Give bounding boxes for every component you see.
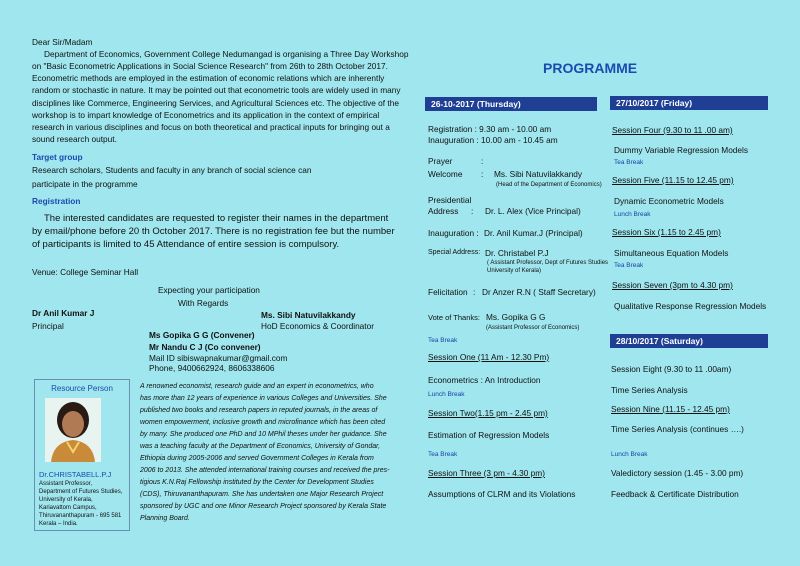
tea-break: Tea Break	[428, 451, 458, 458]
felicitation-name: Dr Anzer R.N ( Staff Secretary)	[482, 287, 596, 297]
resource-person-box	[34, 379, 130, 531]
programme-title: PROGRAMME	[543, 60, 638, 76]
session-six: Session Six (1.15 to 2.45 pm)	[612, 227, 721, 237]
special-sub: University of Kerala)	[487, 268, 542, 274]
session-nine: Session Nine (11.15 - 12.45 pm)	[611, 404, 730, 414]
session-seven-topic: Qualitative Response Regression Models	[614, 301, 767, 311]
inauguration-time: Inauguration : 10.00 am - 10.45 am	[428, 135, 558, 145]
coconvener: Mr Nandu C J (Co convener)	[149, 342, 261, 352]
session-three-topic: Assumptions of CLRM and its Violations	[428, 489, 576, 499]
session-four: Session Four (9.30 to 11 .00 am)	[612, 125, 733, 135]
convener: Ms Gopika G G (Convener)	[149, 330, 255, 340]
reg-line: of participants is limited to 45 Attendance of entire session is compulsory.	[32, 239, 340, 250]
tea-break: Tea Break	[428, 337, 458, 344]
target-line: participate in the programme	[32, 179, 138, 189]
bio-line: 2006 to 2013. She attended international training courses and received the pres-	[140, 467, 390, 474]
prayer-label: Prayer	[428, 156, 453, 166]
target-line: Research scholars, Students and faculty in any branch of social science can	[32, 165, 312, 175]
resource-heading: Resource Person	[51, 384, 113, 393]
intro-line: research in various disciplines and focus on both theoretical and practical inputs for bringing out a	[32, 122, 390, 132]
session-five: Session Five (11.15 to 12.45 pm)	[612, 175, 734, 185]
intro-line: Department of Economics, Government College Nedumangad is organising a Three Day Workshop	[44, 49, 409, 59]
resource-affil: University of Kerala,	[39, 497, 93, 503]
bio-line: by many. She produced one PhD and 10 MPhil theses under her guidance. She	[140, 431, 387, 438]
venue: Venue: College Seminar Hall	[32, 267, 139, 277]
intro-line: workshop is to impart knowledge of Econometrics and its application in the context of empirical	[32, 110, 380, 120]
greeting: Dear Sir/Madam	[32, 37, 93, 47]
resource-affil: Assistant Professor,	[39, 481, 93, 487]
phone: Phone, 9400662924, 8606338606	[149, 363, 275, 373]
day2-header: 27/10/2017 (Friday)	[610, 96, 768, 110]
resource-affil: Kariavattom Campus,	[39, 505, 97, 511]
intro-line: random or stochastic in nature. It may be pointed out that econometric tools are widely used in many	[32, 85, 401, 95]
target-heading: Target group	[32, 152, 83, 162]
bio-line: tigious K.N.Raj Fellowship instituted by the Center for Development Studies	[140, 479, 374, 486]
vote-sub: (Assistant Professor of Economics)	[486, 325, 580, 331]
reg-line: The interested candidates are requested to register their names in the department	[44, 213, 389, 224]
vote-name: Ms. Gopika G G	[486, 312, 546, 322]
bio-line: (CDS), Thiruvananthapuram. She has undertaken one Major Research Project	[140, 491, 384, 498]
principal-name: Dr Anil Kumar J	[32, 308, 95, 318]
expect-text: Expecting your participation	[158, 285, 260, 295]
inaug-label: Inauguration :	[428, 228, 479, 238]
bio-line: has more than 12 years of experience in various Colleges and Universities. She	[140, 395, 387, 402]
bio-line: Planning Board.	[140, 515, 190, 522]
colon: :	[481, 156, 484, 166]
intro-line: Econometric methods are employed in the estimation of economic relations which are inherently	[32, 73, 385, 83]
session-four-topic: Dummy Variable Regression Models	[614, 145, 749, 155]
session-one: Session One (11 Am - 12.30 Pm)	[428, 352, 550, 362]
colon: :	[473, 287, 476, 297]
address-label: Address	[428, 206, 459, 216]
session-nine-topic: Time Series Analysis (continues ….)	[611, 424, 744, 434]
resource-affil: Kerala – India.	[39, 521, 78, 527]
intro-line: on "Basic Econometric Applications in Social Science Research" from 26th to 28th October 2017.	[32, 61, 388, 71]
reg-line: by email/phone before 20 th October 2017. There is no registration fee but the number	[32, 226, 395, 237]
session-eight: Session Eight (9.30 to 11 .00am)	[611, 364, 732, 374]
lunch-break: Lunch Break	[611, 451, 648, 458]
special-name: Dr. Christabel P.J	[485, 248, 549, 258]
valedictory-session: Valedictory session (1.45 - 3.00 pm)	[611, 468, 744, 478]
resource-photo	[45, 398, 101, 462]
bio-line: published two books and research papers in reputed journals, in the areas of	[140, 407, 378, 414]
colon: :	[471, 206, 474, 216]
presidential-label: Presidential	[428, 195, 472, 205]
welcome-label: Welcome	[428, 169, 463, 179]
resource-affil: Department of Futures Studies,	[39, 489, 123, 495]
bio-line: Ethiopia during 2005-2006 and served Government Colleges in Kerala from	[140, 455, 374, 462]
tea-break: Tea Break	[614, 262, 644, 269]
bio-line: A renowned economist, research guide and an expert in econometrics, who	[140, 383, 374, 390]
session-two-topic: Estimation of Regression Models	[428, 430, 550, 440]
session-five-topic: Dynamic Econometric Models	[614, 196, 724, 206]
day1-header: 26-10-2017 (Thursday)	[425, 97, 597, 111]
welcome-sub: (Head of the Department of Economics)	[496, 182, 602, 188]
colon: :	[481, 169, 484, 179]
presidential-name: Dr. L. Alex (Vice Principal)	[485, 206, 581, 216]
intro-line: disciplines like Commerce, Engineering Services, and Agricultural Sciences etc. The objective of the	[32, 98, 399, 108]
lunch-break: Lunch Break	[428, 391, 465, 398]
registration-heading: Registration	[32, 196, 81, 206]
special-label: Special Address:	[428, 249, 481, 256]
vote-label: Vote of Thanks:	[428, 313, 480, 322]
session-six-topic: Simultaneous Equation Models	[614, 248, 729, 258]
felicitation-label: Felicitation	[428, 287, 468, 297]
hod-name: Ms. Sibi Natuvilakkandy	[261, 310, 356, 320]
special-sub: ( Assistant Professor, Dept of Futures Studies	[487, 260, 609, 266]
lunch-break: Lunch Break	[614, 211, 651, 218]
session-eight-topic: Time Series Analysis	[611, 385, 688, 395]
inaug-name: Dr. Anil Kumar.J (Principal)	[484, 228, 583, 238]
bio-line: women empowerment, inclusive growth and microfinance which has been cited	[140, 419, 386, 426]
bio-line: was a teaching faculty at the Department of Economics, University of Gondar,	[140, 443, 381, 450]
resource-name: Dr.CHRISTABELL.P.J	[39, 470, 112, 479]
welcome-name: Ms. Sibi Natuvilakkandy	[494, 169, 583, 179]
regards-text: With Regards	[178, 298, 229, 308]
resource-affil: Thiruvananthapuram - 695 581	[39, 513, 122, 519]
day3-header: 28/10/2017 (Saturday)	[610, 334, 768, 348]
intro-line: sound research output.	[32, 134, 117, 144]
registration-time: Registration : 9.30 am - 10.00 am	[428, 124, 552, 134]
tea-break: Tea Break	[614, 159, 644, 166]
session-two: Session Two(1.15 pm - 2.45 pm)	[428, 408, 548, 418]
session-three: Session Three (3 pm - 4.30 pm)	[428, 468, 545, 478]
session-one-topic: Econometrics : An Introduction	[428, 375, 541, 385]
hod-title: HoD Economics & Coordinator	[261, 321, 374, 331]
bio-line: sponsored by UGC and one Minor Research Project sponsored by Kerala State	[140, 503, 387, 510]
session-seven: Session Seven (3pm to 4.30 pm)	[612, 280, 733, 290]
principal-title: Principal	[32, 321, 64, 331]
feedback-certificate: Feedback & Certificate Distribution	[611, 489, 739, 499]
mail-id: Mail ID sibiswapnakumar@gmail.com	[149, 353, 288, 363]
